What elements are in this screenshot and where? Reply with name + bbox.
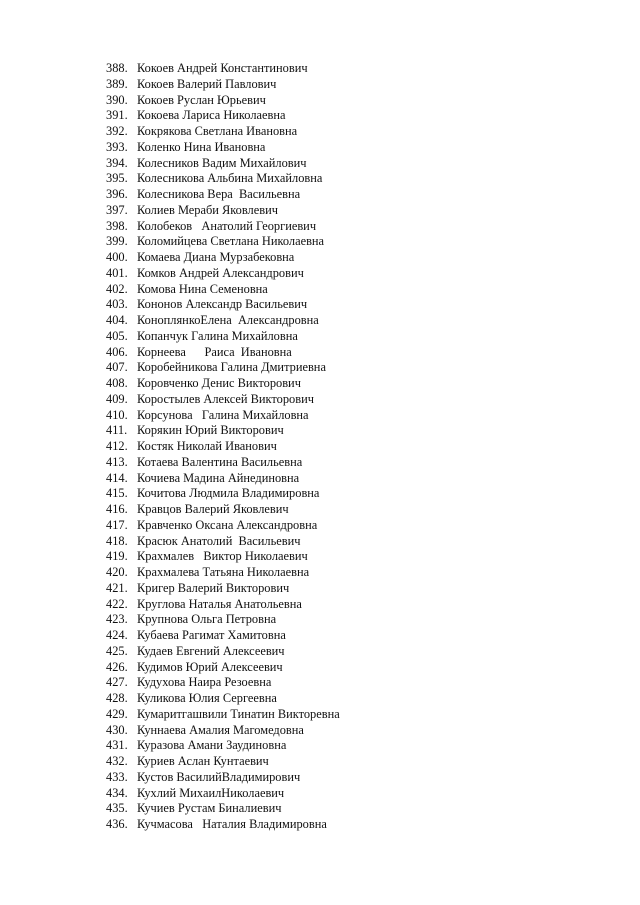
- entry-number: 417.: [106, 517, 128, 532]
- entry-number: 395.: [106, 171, 128, 186]
- entry-name: Крупнова Ольга Петровна: [137, 612, 277, 627]
- entry-name: Кокрякова Светлана Ивановна: [137, 124, 298, 138]
- entry-name: Куриев Аслан Кунтаевич: [137, 754, 269, 768]
- list-item: [106, 471, 340, 487]
- entry-name: Кравцов Валерий Яковлевич: [137, 502, 289, 516]
- entry-number: 407.: [106, 360, 128, 375]
- entry-number: 427.: [106, 675, 128, 690]
- list-item: [106, 124, 340, 140]
- list-item: [106, 770, 340, 786]
- entry-name: Корнеева Раиса Ивановна: [137, 344, 292, 359]
- list-item: [106, 707, 340, 723]
- entry-number: 416.: [106, 502, 128, 516]
- entry-number: 397.: [106, 202, 128, 217]
- list-item: [106, 817, 340, 833]
- list-item: [106, 612, 340, 628]
- entry-number: 393.: [106, 139, 128, 154]
- list-item: [106, 376, 340, 392]
- entry-name: Кучмасова Наталия Владимировна: [137, 817, 327, 831]
- entry-number: 419.: [106, 549, 128, 564]
- list-item: [106, 313, 340, 329]
- entry-name: Кучиев Рустам Биналиевич: [137, 801, 282, 816]
- list-item: [106, 691, 340, 707]
- entry-name: Кухлий МихаилНиколаевич: [137, 785, 285, 800]
- entry-number: 422.: [106, 596, 128, 611]
- list-item: [106, 455, 340, 471]
- entry-number: 398.: [106, 218, 128, 233]
- entry-name: Кумаритгашвили Тинатин Викторевна: [137, 706, 340, 721]
- list-item: [106, 108, 340, 124]
- entry-number: 414.: [106, 470, 128, 485]
- entry-name: Колесников Вадим Михайлович: [137, 155, 307, 170]
- entry-number: 403.: [106, 297, 128, 312]
- list-item: [106, 597, 340, 613]
- entry-number: 389.: [106, 76, 128, 91]
- entry-number: 396.: [106, 187, 128, 201]
- list-item: [106, 360, 340, 376]
- entry-name: Комова Нина Семеновна: [137, 281, 268, 296]
- entry-number: 402.: [106, 281, 128, 296]
- list-item: [106, 534, 340, 550]
- entry-number: 426.: [106, 659, 128, 674]
- entry-name: Кононов Александр Васильевич: [137, 297, 308, 312]
- entry-number: 418.: [106, 533, 128, 548]
- entry-number: 428.: [106, 691, 128, 705]
- entry-name: Кокоев Руслан Юрьевич: [137, 92, 266, 107]
- entry-name: Кочиева Мадина Айнединовна: [137, 470, 300, 485]
- entry-name: Комаева Диана Мурзабековна: [137, 250, 295, 264]
- entry-number: 409.: [106, 391, 128, 406]
- entry-number: 392.: [106, 124, 128, 138]
- entry-name: Коростылев Алексей Викторович: [137, 391, 314, 406]
- entry-number: 406.: [106, 344, 128, 359]
- entry-number: 434.: [106, 785, 128, 800]
- list-item: [106, 565, 340, 581]
- list-item: [106, 234, 340, 250]
- entry-number: 431.: [106, 738, 128, 753]
- entry-name: Коломийцева Светлана Николаевна: [137, 234, 325, 249]
- entry-name: Кочитова Людмила Владимировна: [137, 486, 320, 501]
- entry-number: 391.: [106, 108, 128, 123]
- list-item: [106, 486, 340, 502]
- entry-name: Колесникова Альбина Михайловна: [137, 171, 323, 186]
- list-item: [106, 660, 340, 676]
- list-item: [106, 644, 340, 660]
- list-item: [106, 423, 340, 439]
- entry-name: Корсунова Галина Михайловна: [137, 407, 309, 422]
- list-item: [106, 203, 340, 219]
- entry-number: 430.: [106, 722, 128, 737]
- entry-number: 408.: [106, 376, 128, 390]
- list-item: [106, 140, 340, 156]
- list-item: [106, 675, 340, 691]
- entry-name: Куликова Юлия Сергеевна: [137, 691, 277, 705]
- entry-name: Комков Андрей Александрович: [137, 265, 304, 280]
- entry-number: 388.: [106, 61, 128, 75]
- entry-number: 400.: [106, 250, 128, 264]
- entry-name: Коробейникова Галина Дмитриевна: [137, 360, 326, 375]
- entry-number: 424.: [106, 628, 128, 642]
- entry-name: Куннаева Амалия Магомедовна: [137, 722, 304, 737]
- entry-number: 425.: [106, 643, 128, 658]
- list-item: [106, 219, 340, 235]
- list-item: [106, 408, 340, 424]
- entry-number: 401.: [106, 265, 128, 280]
- list-item: [106, 93, 340, 109]
- name-list: [106, 61, 340, 833]
- list-item: [106, 786, 340, 802]
- entry-name: Коленко Нина Ивановна: [137, 139, 266, 154]
- entry-number: 432.: [106, 754, 128, 768]
- entry-name: Кудухова Наира Резоевна: [137, 675, 272, 690]
- entry-name: Коровченко Денис Викторович: [137, 376, 301, 390]
- entry-number: 404.: [106, 313, 128, 327]
- list-item: [106, 723, 340, 739]
- list-item: [106, 329, 340, 345]
- list-item: [106, 392, 340, 408]
- entry-name: Крахмалева Татьяна Николаевна: [137, 565, 310, 579]
- entry-name: Колобеков Анатолий Георгиевич: [137, 218, 317, 233]
- entry-number: 405.: [106, 328, 128, 343]
- entry-name: Кубаева Рагимат Хамитовна: [137, 628, 286, 642]
- entry-number: 423.: [106, 612, 128, 627]
- entry-number: 413.: [106, 454, 128, 469]
- entry-name: Кудаев Евгений Алексеевич: [137, 643, 285, 658]
- entry-number: 433.: [106, 769, 128, 784]
- list-item: [106, 581, 340, 597]
- list-item: [106, 801, 340, 817]
- entry-name: Красюк Анатолий Васильевич: [137, 533, 301, 548]
- list-item: [106, 282, 340, 298]
- entry-number: 390.: [106, 92, 128, 107]
- list-item: [106, 754, 340, 770]
- list-item: [106, 187, 340, 203]
- entry-number: 415.: [106, 486, 128, 501]
- list-item: [106, 738, 340, 754]
- list-item: [106, 250, 340, 266]
- entry-number: 436.: [106, 817, 128, 831]
- entry-name: Кокоева Лариса Николаевна: [137, 108, 286, 123]
- list-item: [106, 502, 340, 518]
- list-item: [106, 171, 340, 187]
- entry-number: 394.: [106, 155, 128, 170]
- entry-name: Костяк Николай Иванович: [137, 439, 277, 453]
- entry-name: Кудимов Юрий Алексеевич: [137, 659, 283, 674]
- entry-number: 435.: [106, 801, 128, 816]
- entry-name: Кригер Валерий Викторович: [137, 580, 290, 595]
- entry-name: Кравченко Оксана Александровна: [137, 517, 318, 532]
- entry-number: 412.: [106, 439, 128, 453]
- entry-name: Котаева Валентина Васильевна: [137, 454, 303, 469]
- entry-name: Корякин Юрий Викторович: [137, 423, 284, 438]
- entry-name: КоноплянкоЕлена Александровна: [137, 313, 319, 327]
- entry-number: 420.: [106, 565, 128, 579]
- list-item: [106, 439, 340, 455]
- list-item: [106, 77, 340, 93]
- entry-name: Копанчук Галина Михайловна: [137, 328, 298, 343]
- entry-number: 421.: [106, 580, 128, 595]
- list-item: [106, 628, 340, 644]
- entry-name: Кустов ВасилийВладимирович: [137, 769, 301, 784]
- entry-name: Куразова Амани Заудиновна: [137, 738, 287, 753]
- entry-number: 410.: [106, 407, 128, 422]
- entry-number: 399.: [106, 234, 128, 249]
- entry-number: 411.: [106, 423, 128, 438]
- entry-name: Колиев Мераби Яковлевич: [137, 202, 278, 217]
- list-item: [106, 297, 340, 313]
- entry-name: Круглова Наталья Анатольевна: [137, 596, 302, 611]
- entry-name: Кокоев Андрей Константинович: [137, 61, 308, 75]
- entry-number: 429.: [106, 706, 128, 721]
- list-item: [106, 61, 340, 77]
- entry-name: Колесникова Вера Васильевна: [137, 187, 301, 201]
- entry-name: Кокоев Валерий Павлович: [137, 76, 277, 91]
- list-item: [106, 518, 340, 534]
- list-item: [106, 345, 340, 361]
- entry-name: Крахмалев Виктор Николаевич: [137, 549, 308, 564]
- list-item: [106, 156, 340, 172]
- list-item: [106, 266, 340, 282]
- list-item: [106, 549, 340, 565]
